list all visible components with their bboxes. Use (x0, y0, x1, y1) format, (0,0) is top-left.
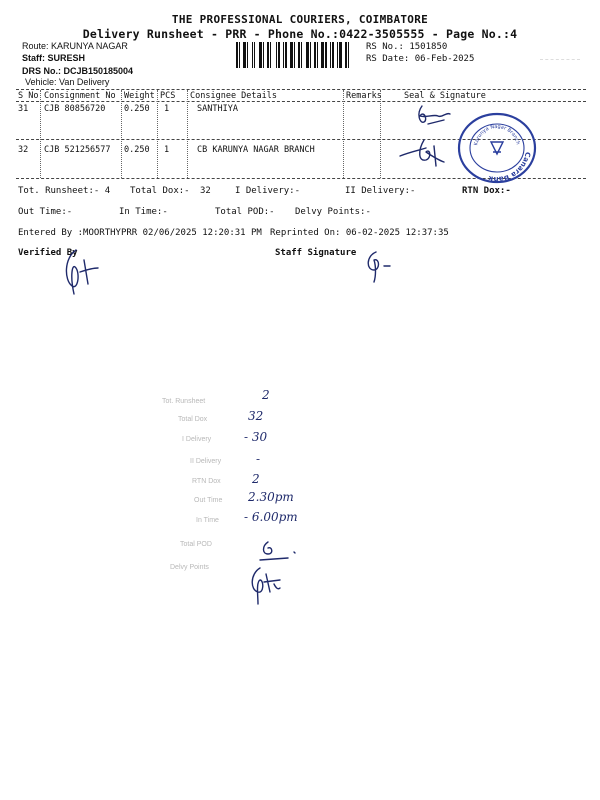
barcode-bar (343, 42, 344, 68)
bleed-label: Total Dox (178, 416, 208, 423)
handwritten-note: 2 (262, 388, 270, 402)
barcode-bar (276, 42, 277, 68)
signature-row1 (408, 100, 458, 132)
handwritten-note: - (256, 452, 261, 466)
total-pod: Total POD:- (215, 207, 275, 217)
barcode-bar (317, 42, 318, 68)
staff-signature-label: Staff Signature (275, 248, 357, 258)
in-time: In Time:- (119, 207, 168, 217)
row1-consignment: CJB 80856720 (44, 104, 106, 114)
col-separator (380, 90, 381, 178)
barcode-bar (321, 42, 324, 68)
barcode-bar (254, 42, 255, 68)
col-header-consignee: Consignee Details (190, 91, 277, 101)
svg-text:Canara Bank (487, 151, 531, 183)
barcode (236, 42, 360, 68)
barcode-bar (278, 42, 280, 68)
bleed-label: In Time (196, 517, 219, 524)
staff-signature (362, 248, 398, 286)
barcode-bar (247, 42, 248, 68)
barcode-bar (298, 42, 300, 68)
bleed-label: II Delivery (190, 458, 222, 465)
barcode-bar (265, 42, 266, 68)
faint-mark (540, 59, 580, 60)
rs-number: RS No.: 1501850 (366, 42, 448, 52)
barcode-bar (330, 42, 331, 68)
col-header-seal: Seal & Signature (404, 91, 486, 101)
barcode-bar (312, 42, 313, 68)
barcode-bar (281, 42, 282, 68)
barcode-bar (294, 42, 295, 68)
staff-text: Staff: SURESH (22, 53, 86, 63)
barcode-bar (267, 42, 269, 68)
i-delivery: I Delivery:- (235, 186, 301, 196)
bleed-label: RTN Dox (192, 478, 221, 485)
barcode-bar (328, 42, 329, 68)
bleed-label: Delvy Points (170, 564, 209, 571)
barcode-bar (345, 42, 347, 68)
barcode-bar (290, 42, 293, 68)
bank-seal-stamp (456, 112, 538, 184)
row2-pcs: 1 (164, 145, 170, 155)
stamp-bank-name: Canara Bank (487, 151, 532, 184)
handwritten-note: - 30 (244, 430, 268, 444)
company-title: THE PROFESSIONAL COURIERS, COIMBATORE (171, 13, 429, 26)
col-header-pcs: PCS (160, 91, 176, 101)
barcode-bar (249, 42, 251, 68)
barcode-bar (348, 42, 349, 68)
col-header-sno: S No (18, 91, 39, 101)
bleed-label: Tot. Runsheet (162, 398, 206, 405)
barcode-bar (339, 42, 342, 68)
handwritten-note: 2.30pm (248, 490, 294, 504)
stamp-ring-text: Karunya Nagar Branch (473, 123, 521, 146)
barcode-bar (310, 42, 311, 68)
bleed-label: Total POD (180, 541, 212, 548)
barcode-bar (241, 42, 242, 68)
row2-weight: 0.250 (124, 145, 150, 155)
col-header-consignment: Consignment No (44, 91, 116, 101)
barcode-bar (252, 42, 253, 68)
row1-sno: 31 (18, 104, 29, 114)
out-time: Out Time:- (18, 207, 73, 217)
barcode-bar (263, 42, 264, 68)
entered-by: Entered By :MOORTHYPRR 02/06/2025 12:20:31 PM (18, 228, 262, 238)
stamp-inner-ring (470, 124, 524, 172)
handwritten-mark (254, 538, 302, 566)
barcode-bar (259, 42, 262, 68)
table-header-rule (16, 101, 586, 102)
handwritten-note: - 6.00pm (244, 510, 298, 524)
verified-by-signature (56, 246, 106, 302)
row1-weight: 0.250 (124, 104, 150, 114)
col-separator (121, 90, 122, 178)
barcode-bar (314, 42, 316, 68)
col-header-remarks: Remarks (346, 91, 382, 101)
barcode-bar (325, 42, 327, 68)
bleed-label: I Delivery (182, 436, 212, 443)
total-dox-label: Total Dox:- (130, 186, 190, 196)
row1-consignee: SANTHIYA (197, 104, 238, 114)
barcode-bar (337, 42, 338, 68)
total-dox-value: 32 (200, 186, 211, 196)
barcode-bar (332, 42, 334, 68)
row2-consignee: CB KARUNYA NAGAR BRANCH (197, 145, 315, 155)
barcode-bar (283, 42, 284, 68)
barcode-bar (243, 42, 246, 68)
drs-number: DRS No.: DCJB150185004 (22, 66, 134, 76)
ii-delivery: II Delivery:- (345, 186, 416, 196)
col-separator (343, 90, 344, 178)
row1-pcs: 1 (164, 104, 170, 114)
delvy-points: Delvy Points:- (295, 207, 371, 217)
row2-sno: 32 (18, 145, 29, 155)
table-top-rule (16, 89, 586, 90)
col-separator (157, 90, 158, 178)
barcode-bar (256, 42, 258, 68)
vehicle-text: Vehicle: Van Delivery (25, 77, 110, 87)
row2-consignment: CJB 521256577 (44, 145, 111, 155)
handwritten-note: 2 (252, 472, 260, 486)
total-runsheet: Tot. Runsheet:- 4 (18, 186, 111, 196)
barcode-bar (335, 42, 336, 68)
barcode-bar (272, 42, 275, 68)
runsheet-subtitle: Delivery Runsheet - PRR - Phone No.:0422-3505555 - Page No.:4 (82, 27, 518, 41)
rtn-dox: RTN Dox:- (462, 186, 511, 196)
barcode-bar (301, 42, 302, 68)
barcode-bar (270, 42, 271, 68)
barcode-bar (285, 42, 287, 68)
barcode-bar (296, 42, 297, 68)
reprinted-on: Reprinted On: 06-02-2025 12:37:35 (270, 228, 449, 238)
route-text: Route: KARUNYA NAGAR (22, 41, 128, 51)
barcode-bar (288, 42, 289, 68)
handwritten-signature (246, 566, 286, 606)
barcode-bar (236, 42, 238, 68)
barcode-bar (239, 42, 240, 68)
signature-row2 (396, 136, 452, 170)
barcode-bar (319, 42, 320, 68)
verified-by-label: Verified By (18, 248, 78, 258)
handwritten-note: 32 (248, 409, 264, 423)
barcode-bar (303, 42, 305, 68)
bleed-label: Out Time (194, 497, 223, 504)
col-header-weight: Weight (124, 91, 155, 101)
col-separator (187, 90, 188, 178)
rs-date: RS Date: 06-Feb-2025 (366, 54, 475, 64)
barcode-bar (306, 42, 309, 68)
stamp-emblem (491, 142, 503, 154)
col-separator (40, 90, 41, 178)
